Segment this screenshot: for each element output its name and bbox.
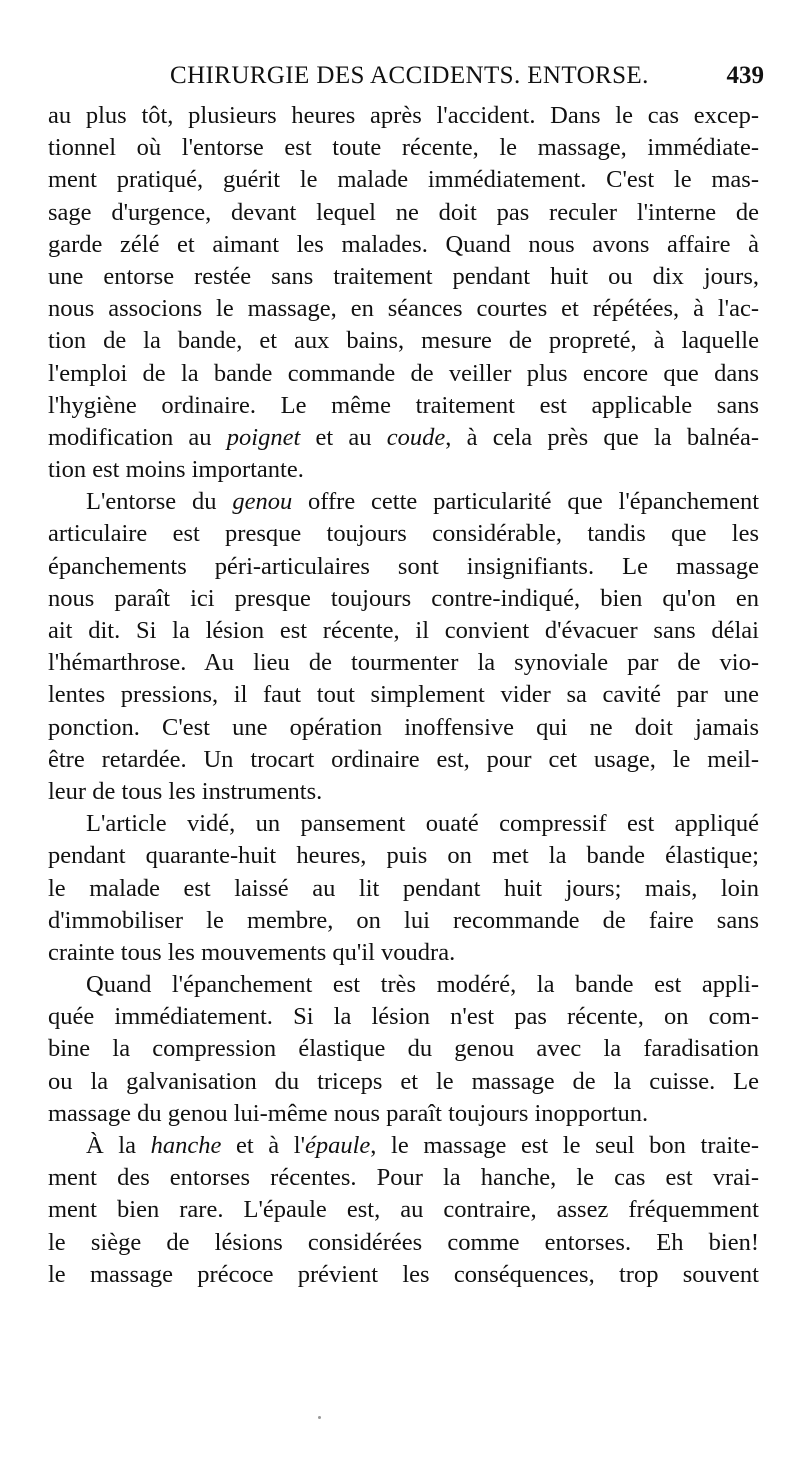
text-line: l'hémarthrose. Au lieu de tourmenter la synoviale par de vio- — [48, 649, 759, 677]
text-line: épanchements péri-articulaires sont insignifiants. Le massage — [48, 552, 759, 580]
text-line: ment des entorses récentes. Pour la hanche, le cas est vrai- — [48, 1164, 759, 1192]
text-line: lentes pressions, il faut tout simplement vider sa cavité par une — [48, 681, 759, 709]
text-line: nous paraît ici presque toujours contre-indiqué, bien qu'on en — [48, 584, 759, 612]
text-line: le malade est laissé au lit pendant huit jours; mais, loin — [48, 874, 759, 902]
text-run: modification au — [48, 423, 227, 451]
text-line: L'article vidé, un pansement ouaté compressif est appliqué — [86, 810, 759, 838]
text-line: le siège de lésions considérées comme entorses. Eh bien! — [48, 1228, 759, 1256]
text-line: ait dit. Si la lésion est récente, il convient d'évacuer sans délai — [48, 617, 759, 644]
text-line: sage d'urgence, devant lequel ne doit pas reculer l'interne de — [48, 198, 759, 226]
text-line: une entorse restée sans traitement pendant huit ou dix jours, — [48, 262, 759, 290]
text-line: nous associons le massage, en séances courtes et répétées, à l'ac- — [48, 295, 759, 323]
text-line: garde zélé et aimant les malades. Quand nous avons affaire à — [48, 230, 759, 258]
text-line: tionnel où l'entorse est toute récente, le massage, immédiate- — [48, 134, 759, 162]
italic-term-poignet: poignet — [226, 423, 301, 451]
page-number: 439 — [726, 62, 764, 89]
italic-term-epaule: épaule — [304, 1132, 371, 1159]
text-line — [48, 486, 759, 518]
text-line: ponction. C'est une opération inoffensive qui ne doit jamais — [48, 713, 759, 741]
text-run: offre cette particularité que l'épanchement — [292, 488, 759, 516]
text-line: être retardée. Un trocart ordinaire est, pour cet usage, le meil- — [48, 745, 759, 773]
text-line: tion est moins importante. — [48, 456, 304, 484]
text-line: ment bien rare. L'épaule est, au contraire, assez fréquemment — [48, 1196, 759, 1224]
text-line — [48, 1130, 759, 1162]
italic-term-hanche: hanche — [150, 1132, 222, 1159]
text-line: articulaire est presque toujours considérable, tandis que les — [48, 520, 759, 548]
text-line: l'hygiène ordinaire. Le même traitement est applicable sans — [48, 391, 759, 419]
text-line: pendant quarante-huit heures, puis on met la bande élastique; — [48, 842, 759, 870]
text-run: et à l' — [221, 1132, 305, 1159]
text-line: leur de tous les instruments. — [48, 777, 323, 805]
text-line: tion de la bande, et aux bains, mesure de propreté, à laquelle — [48, 327, 759, 355]
text-line: massage du genou lui-même nous paraît toujours inopportun. — [48, 1099, 649, 1127]
text-line: ment pratiqué, guérit le malade immédiatement. C'est le mas- — [48, 166, 759, 194]
running-title: CHIRURGIE DES ACCIDENTS. ENTORSE. — [170, 62, 649, 89]
text-line: d'immobiliser le membre, on lui recommande de faire sans — [48, 906, 759, 934]
text-line — [48, 422, 759, 454]
running-head — [48, 62, 768, 96]
body-text — [48, 100, 759, 1291]
paper-speck — [318, 1416, 321, 1419]
text-line: ou la galvanisation du triceps et le massage de la cuisse. Le — [48, 1067, 759, 1095]
italic-term-coude: coude — [386, 423, 446, 451]
text-run: , à cela près que la balnéa- — [445, 423, 759, 451]
text-line: crainte tous les mouvements qu'il voudra. — [48, 938, 456, 966]
text-run: et au — [300, 423, 387, 451]
text-line: l'emploi de la bande commande de veiller plus encore que dans — [48, 359, 759, 387]
text-run: À la — [86, 1132, 151, 1159]
text-line: Quand l'épanchement est très modéré, la bande est appli- — [86, 971, 759, 999]
text-line: le massage précoce prévient les conséquences, trop souvent — [48, 1260, 759, 1288]
text-line: quée immédiatement. Si la lésion n'est pas récente, on com- — [48, 1003, 759, 1031]
text-line: bine la compression élastique du genou avec la faradisation — [48, 1035, 759, 1063]
italic-term-genou: genou — [232, 488, 293, 516]
text-run: L'entorse du — [86, 488, 233, 516]
text-line: au plus tôt, plusieurs heures après l'accident. Dans le cas excep- — [48, 102, 759, 129]
text-run: , le massage est le seul bon traite- — [370, 1132, 759, 1159]
